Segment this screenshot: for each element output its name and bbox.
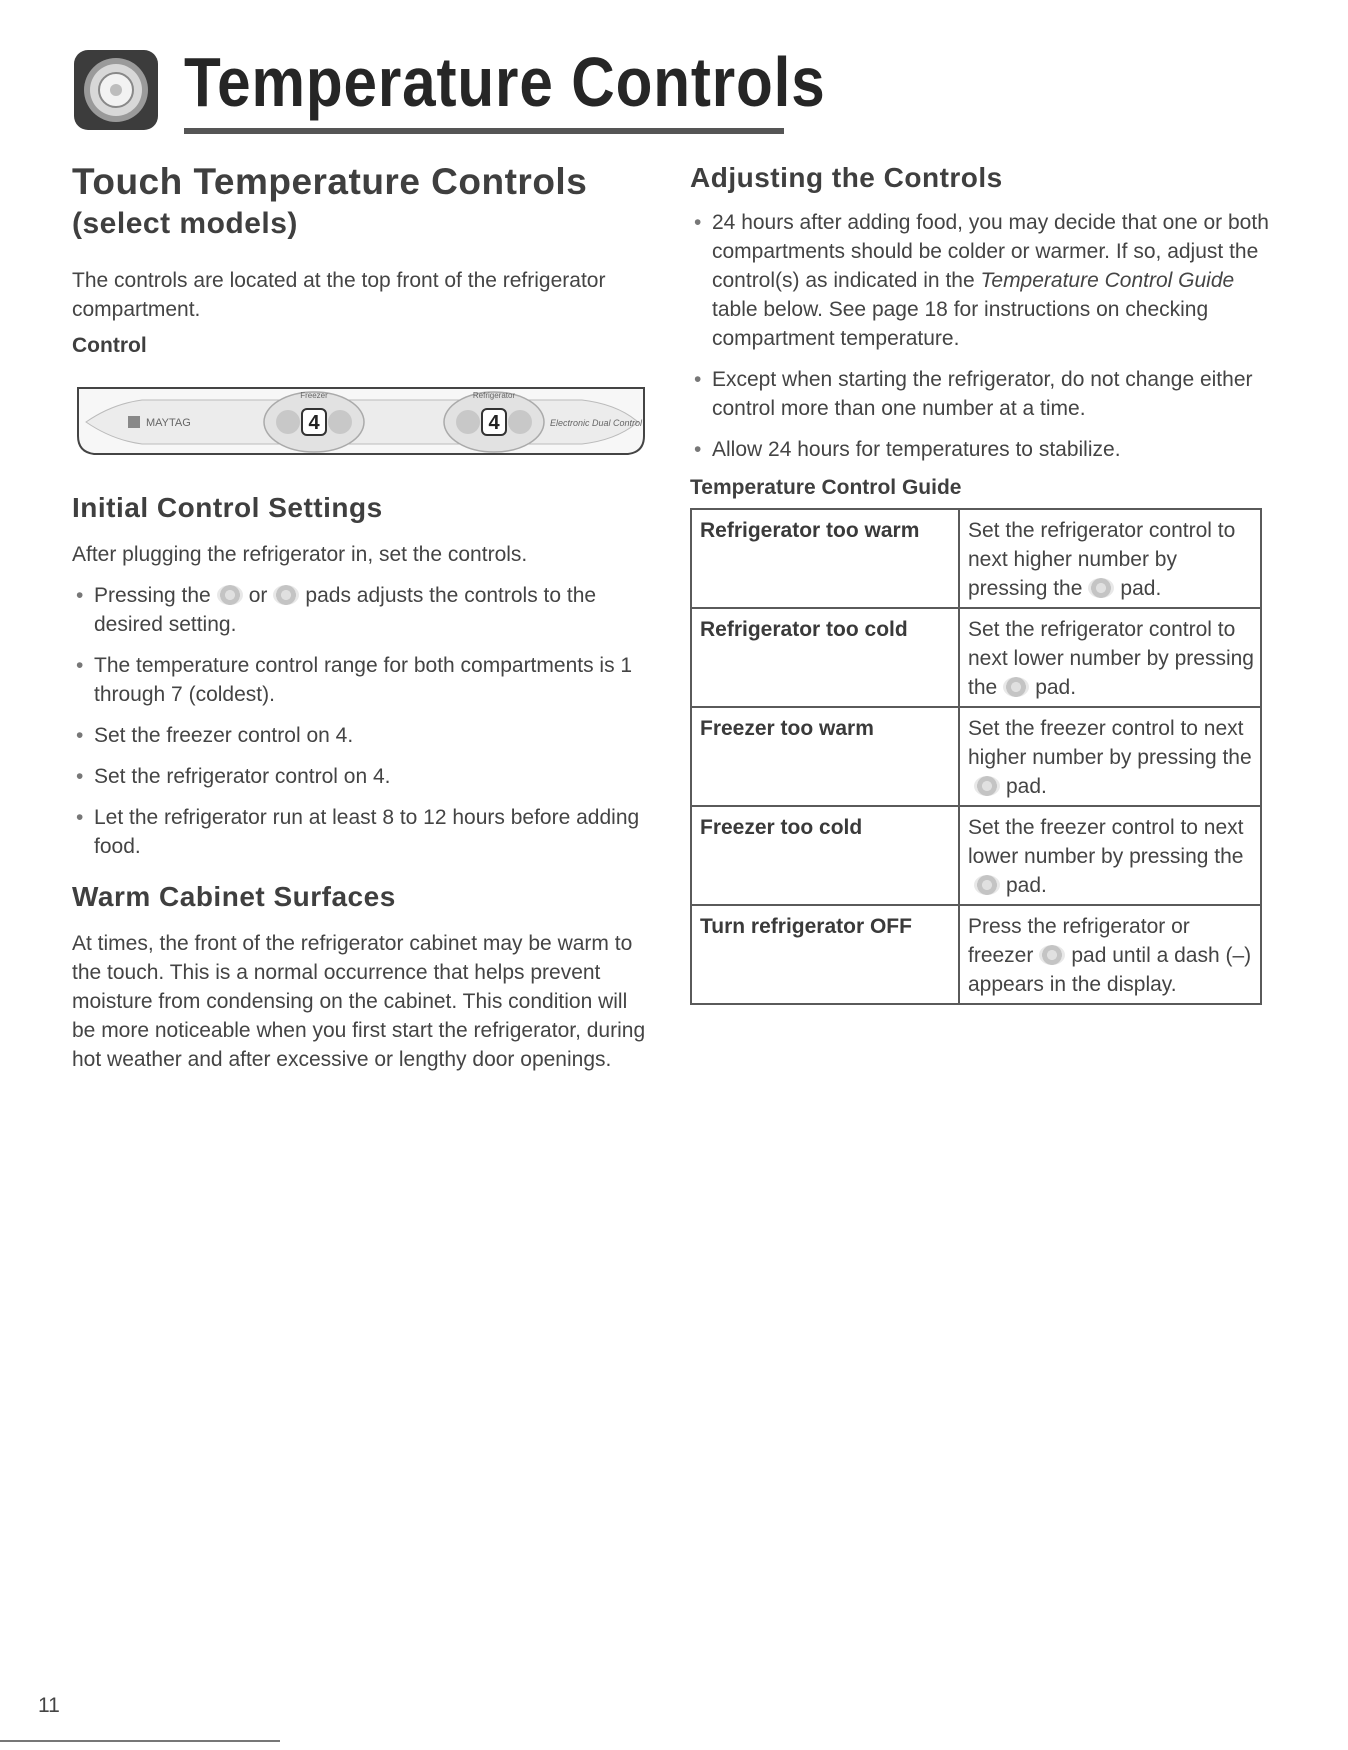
brand-logo-text: MAYTAG <box>146 417 191 429</box>
warmer-pad-icon <box>1039 945 1065 965</box>
footer-rule <box>0 1740 280 1742</box>
list-item: • Allow 24 hours for temperatures to stabilize. <box>690 435 1280 464</box>
select-models-subheading: (select models) <box>72 207 298 240</box>
condition-cell: Refrigerator too cold <box>691 608 959 707</box>
initial-settings-list <box>72 581 652 861</box>
action-cell: Press the refrigerator or freezer pad until a dash (–) appears in the display. <box>959 905 1261 1004</box>
list-item: • Let the refrigerator run at least 8 to 12 hours before adding food. <box>72 803 652 861</box>
list-item <box>72 581 652 639</box>
table-row <box>691 509 1261 608</box>
condition-cell: Freezer too warm <box>691 707 959 806</box>
control-panel-graphic <box>72 382 652 460</box>
refrigerator-display: 4 <box>488 412 500 434</box>
freezer-panel-label: Freezer <box>300 391 328 400</box>
model-label-text: Electronic Dual Control <box>550 418 643 428</box>
colder-pad-icon <box>974 875 1000 895</box>
guide-title: Temperature Control Guide <box>690 476 962 499</box>
left-column <box>72 160 652 1074</box>
condition-cell: Freezer too cold <box>691 806 959 905</box>
action-cell: Set the freezer control to next higher number by pressing thepad. <box>959 707 1261 806</box>
page-header <box>72 40 826 132</box>
freezer-warmer-pad-icon <box>276 410 300 434</box>
dial-icon <box>72 48 160 132</box>
page-title: Temperature Controls <box>184 43 826 121</box>
table-row <box>691 905 1261 1004</box>
control-label: Control <box>72 334 147 357</box>
action-cell: Set the refrigerator control to next lower number by pressing the pad. <box>959 608 1261 707</box>
control-panel-illustration <box>72 382 652 460</box>
right-column <box>690 160 1280 1005</box>
fridge-warmer-pad-icon <box>456 410 480 434</box>
action-cell: Set the freezer control to next lower number by pressing thepad. <box>959 806 1261 905</box>
warmer-pad-icon <box>974 776 1000 796</box>
freezer-display: 4 <box>308 412 320 434</box>
warmer-pad-icon <box>1088 578 1114 598</box>
list-item: • Except when starting the refrigerator, do not change either control more than one number at a time. <box>690 365 1280 423</box>
colder-pad-icon <box>273 585 299 605</box>
bullet-text: table below. See page 18 for instructions on checking compartment temperature. <box>712 298 1209 350</box>
refrigerator-panel-label: Refrigerator <box>472 391 516 400</box>
title-underline <box>184 128 784 134</box>
warm-cabinet-text: At times, the front of the refrigerator cabinet may be warm to the touch. This is a normal occurrence that helps prevent moisture from condensing on the cabinet. This condition will be more noticeable when you first start the refrigerator, during hot weather and after excessive or lengthy door openings. <box>72 932 646 1071</box>
page-number: 11 <box>38 1694 60 1717</box>
fridge-colder-pad-icon <box>508 410 532 434</box>
table-row <box>691 707 1261 806</box>
list-item: • The temperature control range for both compartments is 1 through 7 (coldest). <box>72 651 652 709</box>
condition-cell: Turn refrigerator OFF <box>691 905 959 1004</box>
controls-location-text: The controls are located at the top front of the refrigerator compartment. <box>72 269 606 321</box>
guide-reference: Temperature Control Guide <box>980 269 1235 292</box>
bullet-text: 24 hours after adding food, you may decide that one or both compartments should be colder or warmer. If so, adjust the control(s) as indicated in the <box>712 211 1269 292</box>
initial-settings-intro: After plugging the refrigerator in, set the controls. <box>72 543 528 566</box>
touch-controls-heading: Touch Temperature Controls <box>72 161 588 202</box>
freezer-colder-pad-icon <box>328 410 352 434</box>
table-row <box>691 608 1261 707</box>
list-item: • Set the refrigerator control on 4. <box>72 762 652 791</box>
bullet-text: or <box>248 584 268 607</box>
adjusting-list <box>690 208 1280 464</box>
table-row <box>691 806 1261 905</box>
warm-cabinet-heading: Warm Cabinet Surfaces <box>72 881 396 912</box>
temperature-guide-table <box>690 508 1262 1005</box>
condition-cell: Refrigerator too warm <box>691 509 959 608</box>
list-item: • Set the freezer control on 4. <box>72 721 652 750</box>
adjusting-heading: Adjusting the Controls <box>690 162 1003 193</box>
bullet-text: Pressing the <box>94 584 211 607</box>
bullet-text: pads adjusts the controls to the desired setting. <box>94 584 597 636</box>
initial-settings-heading: Initial Control Settings <box>72 492 383 523</box>
warmer-pad-icon <box>217 585 243 605</box>
colder-pad-icon <box>1003 677 1029 697</box>
action-cell: Set the refrigerator control to next higher number by pressing the pad. <box>959 509 1261 608</box>
list-item <box>690 208 1280 353</box>
